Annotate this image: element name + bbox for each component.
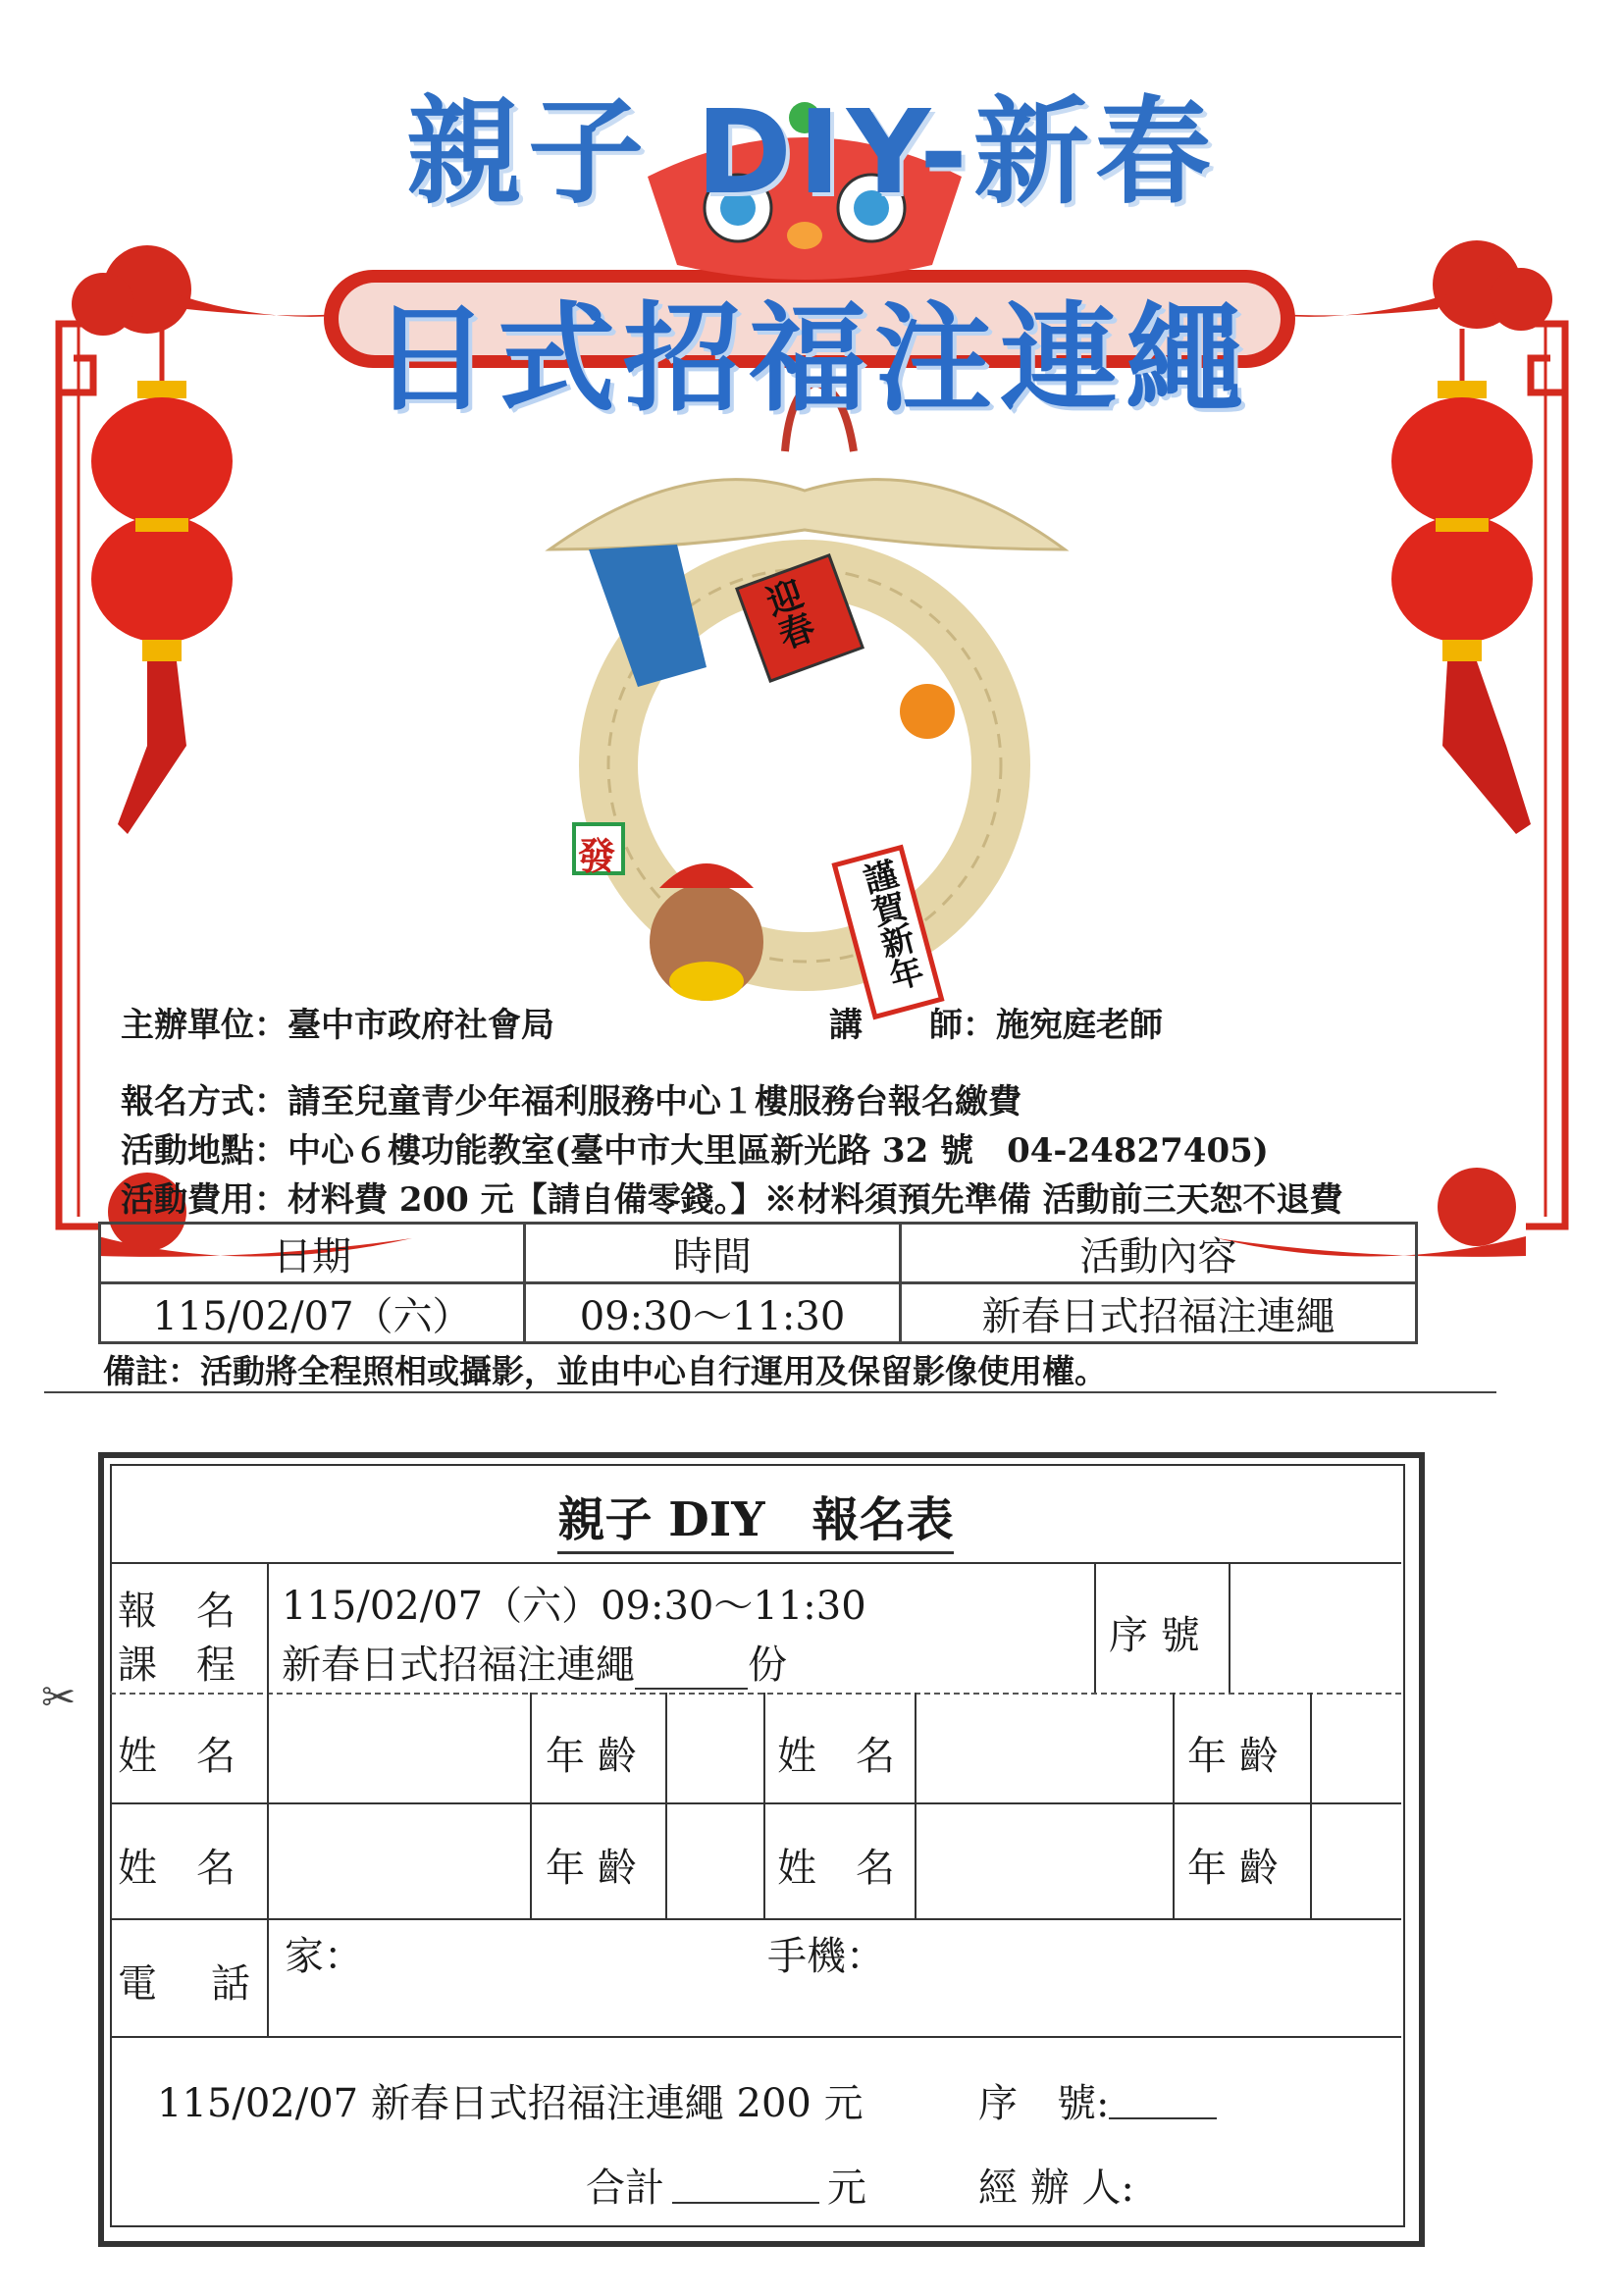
header-date: 日期 xyxy=(100,1224,525,1283)
total-label: 合計 xyxy=(586,2166,664,2211)
name-field[interactable] xyxy=(269,1804,528,1916)
cell-time: 09:30～11:30 xyxy=(525,1283,901,1343)
home-phone-label: 家： xyxy=(285,1934,363,1979)
name-field[interactable] xyxy=(269,1695,528,1800)
table-row xyxy=(100,1283,1417,1343)
course-label-2: 課 程 xyxy=(118,1643,236,1688)
home-phone-field[interactable] xyxy=(363,1921,756,2033)
poster-title-line2: 日式招福注連繩 xyxy=(372,291,1251,428)
handler-label: 經 辦 人: xyxy=(978,2166,1134,2211)
course-label-1: 報 名 xyxy=(118,1589,236,1634)
divider xyxy=(1173,1693,1175,1918)
header-content: 活動內容 xyxy=(901,1224,1417,1283)
registration-text: 報名方式：請至兒童青少年福利服務中心１樓服務台報名繳費 xyxy=(121,1082,1021,1122)
divider xyxy=(44,1391,1496,1393)
header-time: 時間 xyxy=(525,1224,901,1283)
cell-content: 新春日式招福注連繩 xyxy=(901,1283,1417,1343)
schedule-table xyxy=(98,1222,1418,1344)
course-line-1: 115/02/07（六）09:30～11:30 xyxy=(282,1584,866,1629)
phone-label-1: 電 xyxy=(118,1961,157,2007)
serial-field[interactable] xyxy=(1230,1564,1399,1691)
phone-label-2: 話 xyxy=(211,1961,250,2007)
serial-label: 序 號 xyxy=(1109,1613,1200,1658)
shimenawa-wreath-icon xyxy=(550,383,1065,1017)
divider xyxy=(110,1918,1401,1920)
name-label: 姓 名 xyxy=(777,1846,895,1891)
age-label: 年 齡 xyxy=(1187,1734,1279,1779)
name-label: 姓 名 xyxy=(118,1846,236,1891)
form-title: 親子 DIY 報名表 xyxy=(557,1492,953,1554)
receipt-serial-field[interactable] xyxy=(1109,2078,1217,2119)
location-text: 活動地點：中心６樓功能教室(臺中市大里區新光路 32 號 04-24827405) xyxy=(121,1131,1269,1171)
remark-text: 備註：活動將全程照相或攝影，並由中心自行運用及保留影像使用權。 xyxy=(103,1352,1107,1390)
mobile-label: 手機： xyxy=(767,1934,885,1979)
name-field[interactable] xyxy=(916,1695,1171,1800)
divider xyxy=(110,1562,1401,1564)
welcome-tag: 迎春 xyxy=(756,574,820,655)
divider xyxy=(1094,1562,1096,1693)
name-field[interactable] xyxy=(916,1804,1171,1916)
total-field[interactable] xyxy=(672,2163,819,2204)
age-label: 年 齡 xyxy=(546,1846,637,1891)
receipt-serial-label: 序 號: xyxy=(978,2081,1110,2126)
table-row xyxy=(100,1224,1417,1283)
quantity-unit: 份 xyxy=(748,1643,787,1688)
greeting-tag: 謹賀新年 xyxy=(854,856,926,995)
total-unit: 元 xyxy=(827,2166,866,2211)
quantity-field[interactable] xyxy=(635,1650,748,1690)
age-field[interactable] xyxy=(667,1695,761,1800)
organizer-text: 主辦單位：臺中市政府社會局 xyxy=(121,1006,554,1045)
course-line-2 xyxy=(282,1634,787,1690)
mahjong-tile: 發 xyxy=(578,834,616,878)
name-label: 姓 名 xyxy=(777,1734,895,1779)
cell-date: 115/02/07（六） xyxy=(100,1283,525,1343)
receipt-line: 115/02/07 新春日式招福注連繩 200 元 xyxy=(157,2081,864,2126)
poster-title-line1: 親子 DIY-新春 xyxy=(405,84,1217,220)
age-field[interactable] xyxy=(1312,1695,1400,1800)
name-label: 姓 名 xyxy=(118,1734,236,1779)
age-label: 年 齡 xyxy=(546,1734,637,1779)
divider xyxy=(110,2036,1401,2038)
divider xyxy=(530,1693,532,1918)
mobile-field[interactable] xyxy=(883,1921,1393,2033)
teacher-text: 講 師：施宛庭老師 xyxy=(829,1006,1163,1045)
divider xyxy=(763,1693,765,1918)
age-field[interactable] xyxy=(1312,1804,1400,1916)
fee-text: 活動費用：材料費 200 元【請自備零錢。】※材料須預先準備 活動前三天恕不退費 xyxy=(121,1180,1343,1220)
course-name: 新春日式招福注連繩 xyxy=(282,1643,635,1688)
age-field[interactable] xyxy=(667,1804,761,1916)
scissors-icon: ✂ xyxy=(41,1673,77,1721)
age-label: 年 齡 xyxy=(1187,1846,1279,1891)
